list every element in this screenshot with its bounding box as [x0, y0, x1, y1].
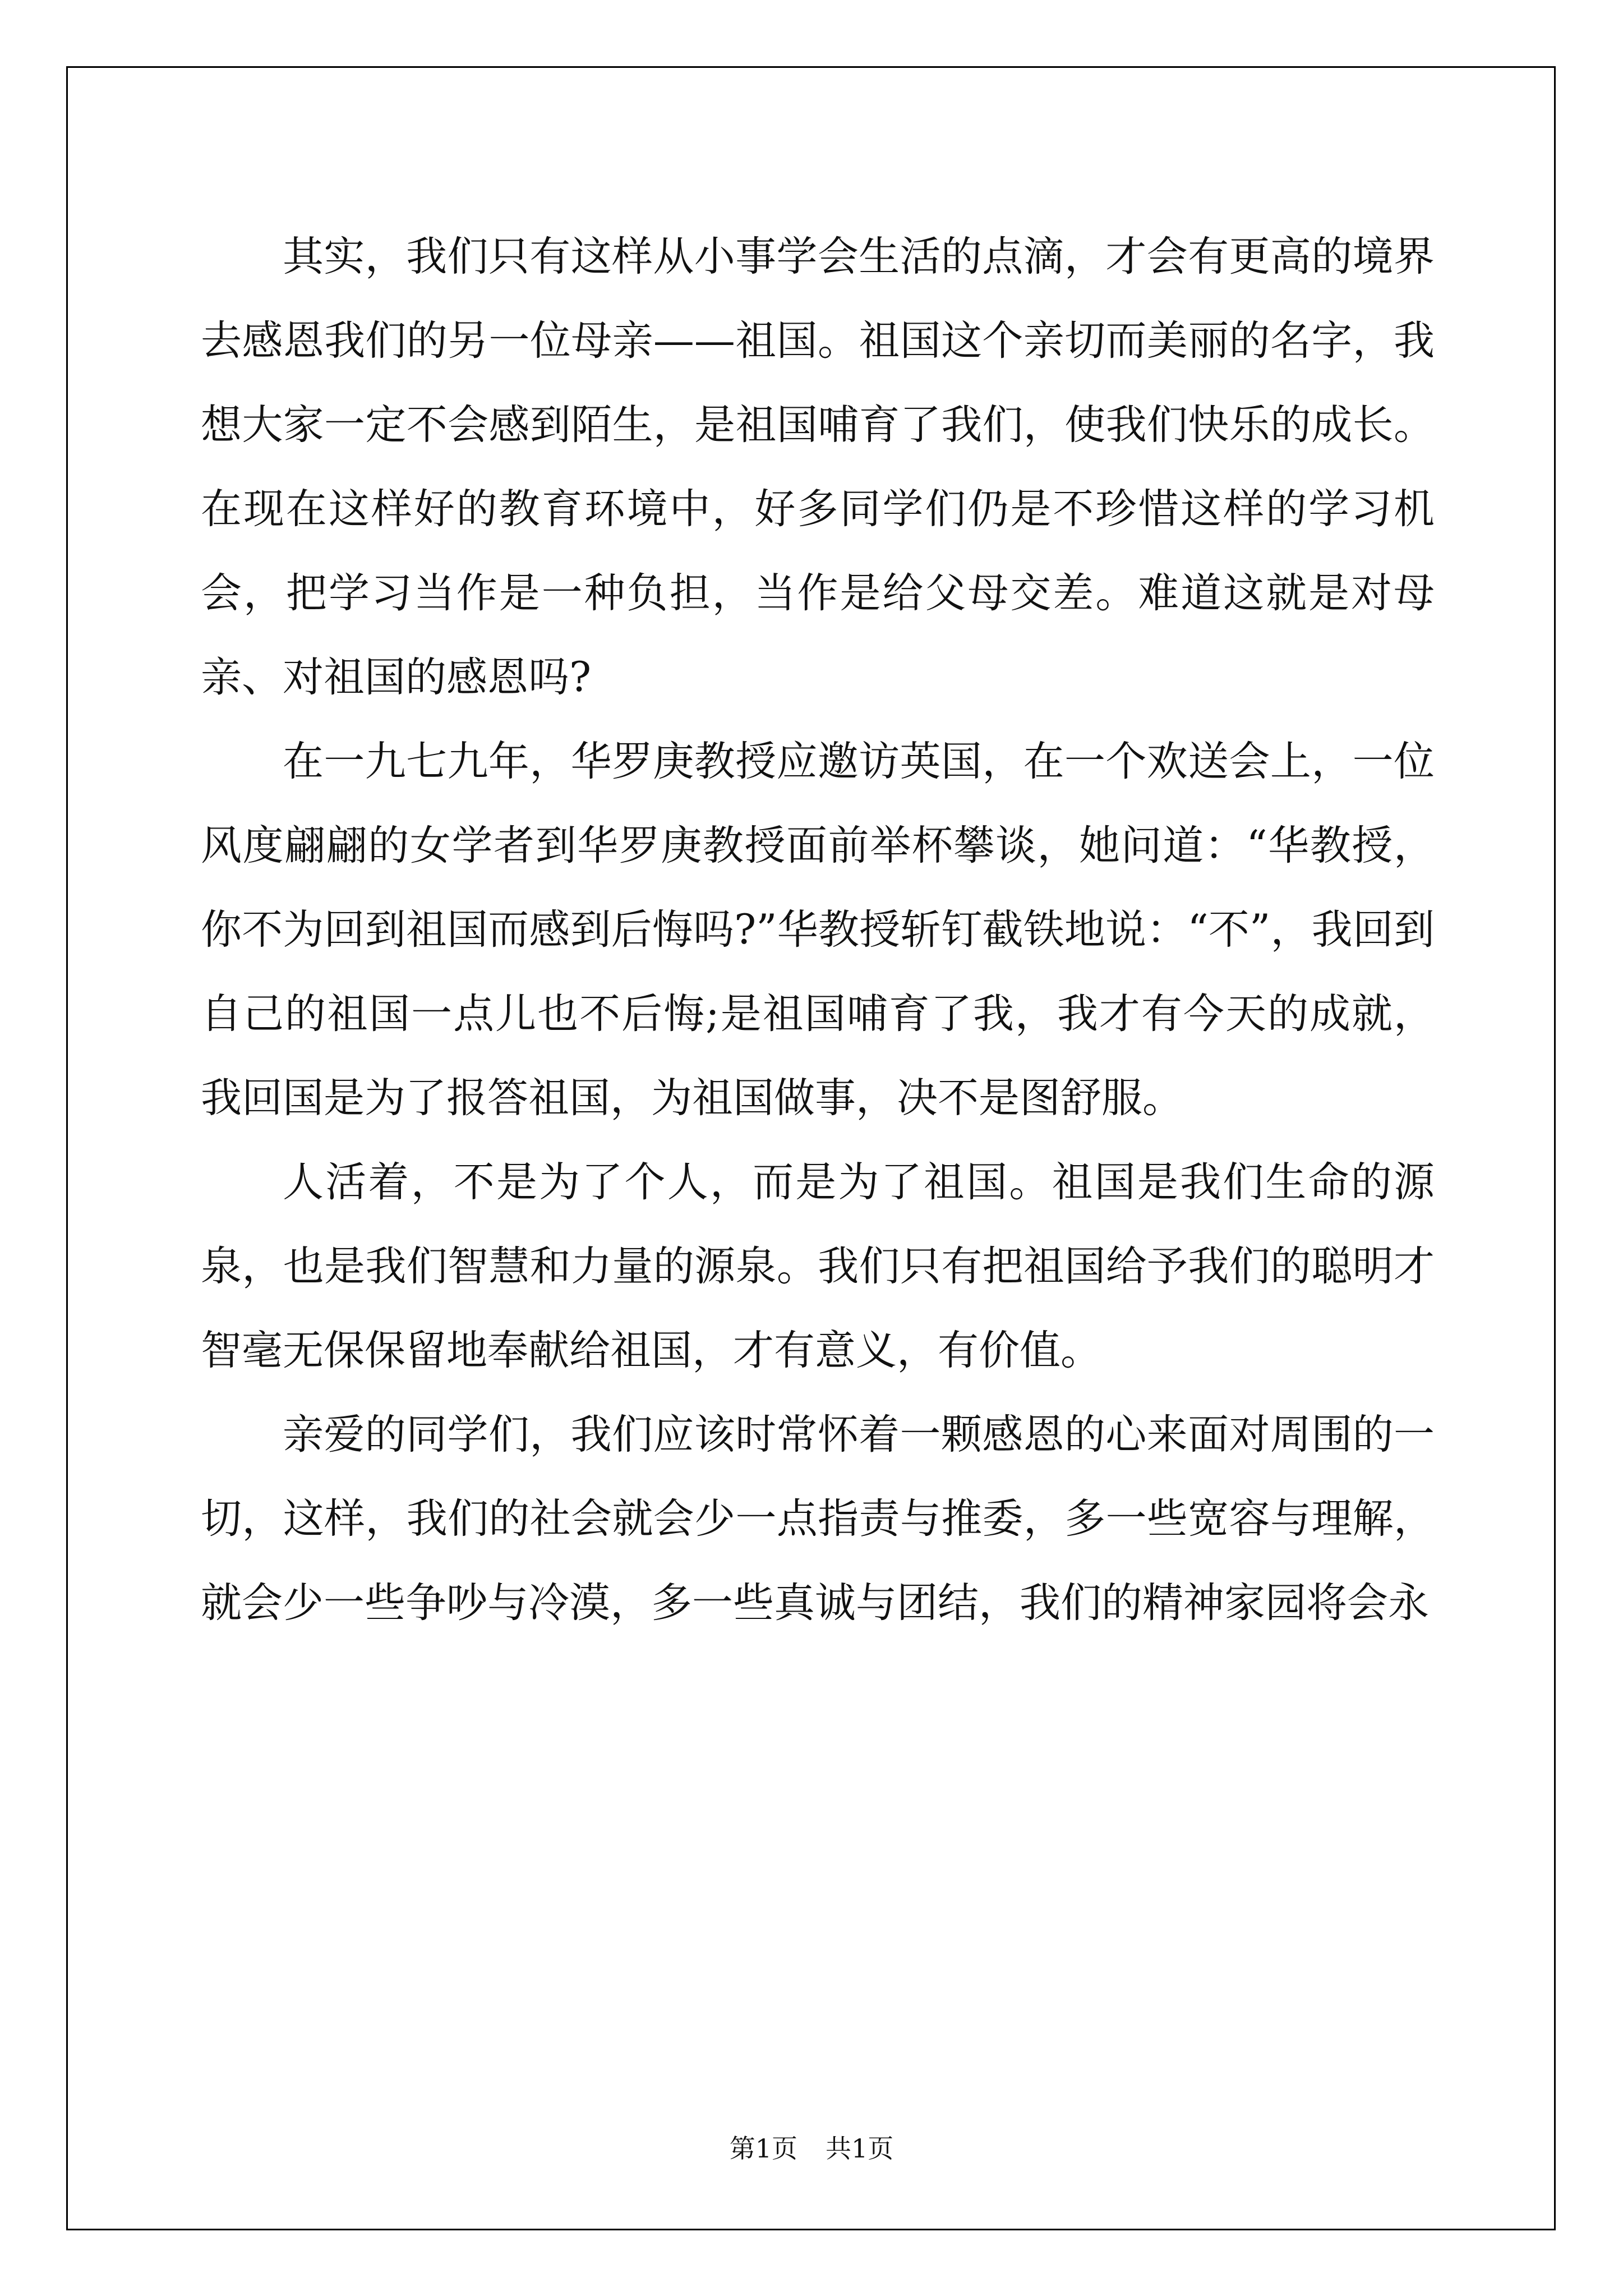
paragraph-2: 在一九七九年，华罗庚教授应邀访英国，在一个欢送会上，一位风度翩翩的女学者到华罗庚教授面前举杯攀谈，她问道：“华教授，你不为回到祖国而感到后悔吗?”华教授斩钉截铁地说：“不”，我回到自己的祖国一点儿也不后悔;是祖国哺育了我，我才有今天的成就，我回国是为了报答祖国，为祖国做事，决不是图舒服。 [201, 738, 1435, 1122]
page-number: 第1页 [729, 2133, 797, 2164]
page-total: 共1页 [826, 2133, 894, 2164]
document-body [201, 215, 1435, 1645]
paragraph-1: 其实，我们只有这样从小事学会生活的点滴，才会有更高的境界去感恩我们的另一位母亲——祖国。祖国这个亲切而美丽的名字，我想大家一定不会感到陌生，是祖国哺育了我们，使我们快乐的成长。在现在这样好的教育环境中，好多同学们仍是不珍惜这样的学习机会，把学习当作是一种负担，当作是给父母交差。难道这就是对母亲、对祖国的感恩吗? [201, 233, 1435, 701]
page-footer [0, 2132, 1623, 2165]
paragraph-3: 人活着，不是为了个人，而是为了祖国。祖国是我们生命的源泉，也是我们智慧和力量的源泉。我们只有把祖国给予我们的聪明才智毫无保保留地奉献给祖国，才有意义，有价值。 [201, 1158, 1435, 1374]
paragraph-4: 亲爱的同学们，我们应该时常怀着一颗感恩的心来面对周围的一切，这样，我们的社会就会少一点指责与推委，多一些宽容与理解，就会少一些争吵与冷漠，多一些真诚与团结，我们的精神家园将会永 [201, 1411, 1435, 1627]
